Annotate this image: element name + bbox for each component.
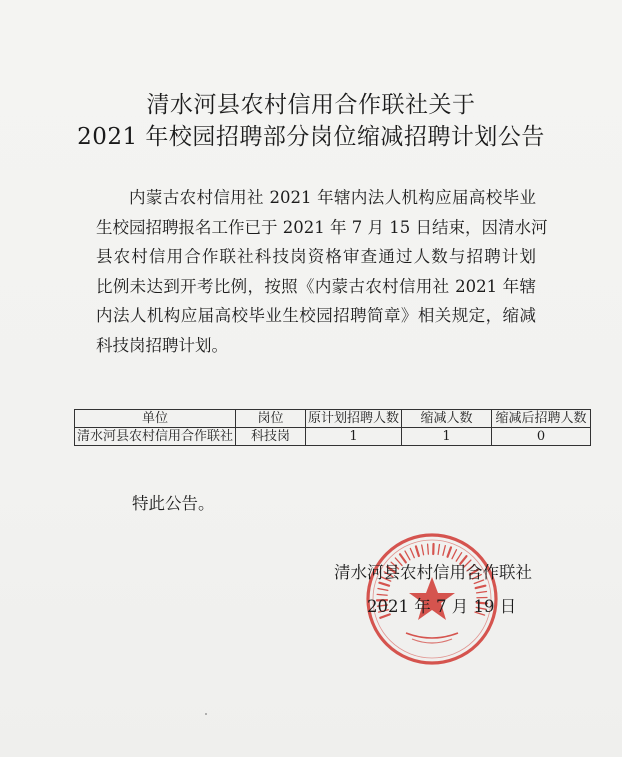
seal-script-mark — [416, 546, 419, 556]
body-line: 县农村信用合作联社科技岗资格审查通过人数与招聘计划 — [96, 247, 536, 266]
table-header-cell: 缩减后招聘人数 — [492, 410, 591, 428]
body-line: 科技岗招聘计划。 — [96, 335, 228, 355]
seal-script-mark — [438, 545, 439, 555]
body-line: 内法人机构应届高校毕业生校园招聘简章》相关规定，缩减 — [96, 306, 536, 325]
recruitment-plan-table — [74, 409, 591, 446]
closing-remark: 特此公告。 — [132, 494, 215, 513]
body-line: 比例未达到开考比例，按照《内蒙古农村信用社 2021 年辖 — [96, 276, 536, 296]
table-header-cell: 岗位 — [236, 410, 306, 428]
table-header-row — [75, 410, 591, 428]
table-row — [75, 428, 591, 446]
document-title-line-1: 清水河县农村信用合作联社关于 — [146, 92, 476, 118]
body-paragraph — [96, 183, 548, 360]
table-cell-original-plan: 1 — [306, 428, 402, 446]
seal-script-mark — [410, 548, 414, 557]
table-cell-position: 科技岗 — [236, 428, 306, 446]
body-line: 内蒙古农村信用社 2021 年辖内法人机构应届高校毕业 — [129, 188, 536, 207]
table-header-cell: 缩减人数 — [402, 410, 492, 428]
seal-script-mark — [428, 544, 429, 554]
table-cell-unit: 清水河县农村信用合作联社 — [75, 428, 236, 446]
seal-script-mark — [448, 547, 451, 556]
page-speck — [205, 713, 207, 715]
table-cell-reduced: 1 — [402, 428, 492, 446]
seal-script-mark — [422, 545, 424, 555]
body-line: 生校园招聘报名工作已于 2021 年 7 月 15 日结束，因清水河 — [96, 217, 548, 237]
signature-organization: 清水河县农村信用合作联社 — [334, 563, 532, 582]
seal-script-mark — [452, 550, 456, 559]
seal-script-mark — [476, 586, 486, 588]
table-cell-after-reduction: 0 — [492, 428, 591, 446]
table-header-cell: 单位 — [75, 410, 236, 428]
seal-script-mark — [443, 546, 445, 556]
seal-script-mark — [378, 589, 388, 591]
seal-script-mark — [379, 583, 389, 586]
signature-date: 2021 年 7 月 19 日 — [367, 597, 517, 616]
document-title-line-2: 2021 年校园招聘部分岗位缩减招聘计划公告 — [77, 124, 545, 150]
table-header-cell: 原计划招聘人数 — [306, 410, 402, 428]
